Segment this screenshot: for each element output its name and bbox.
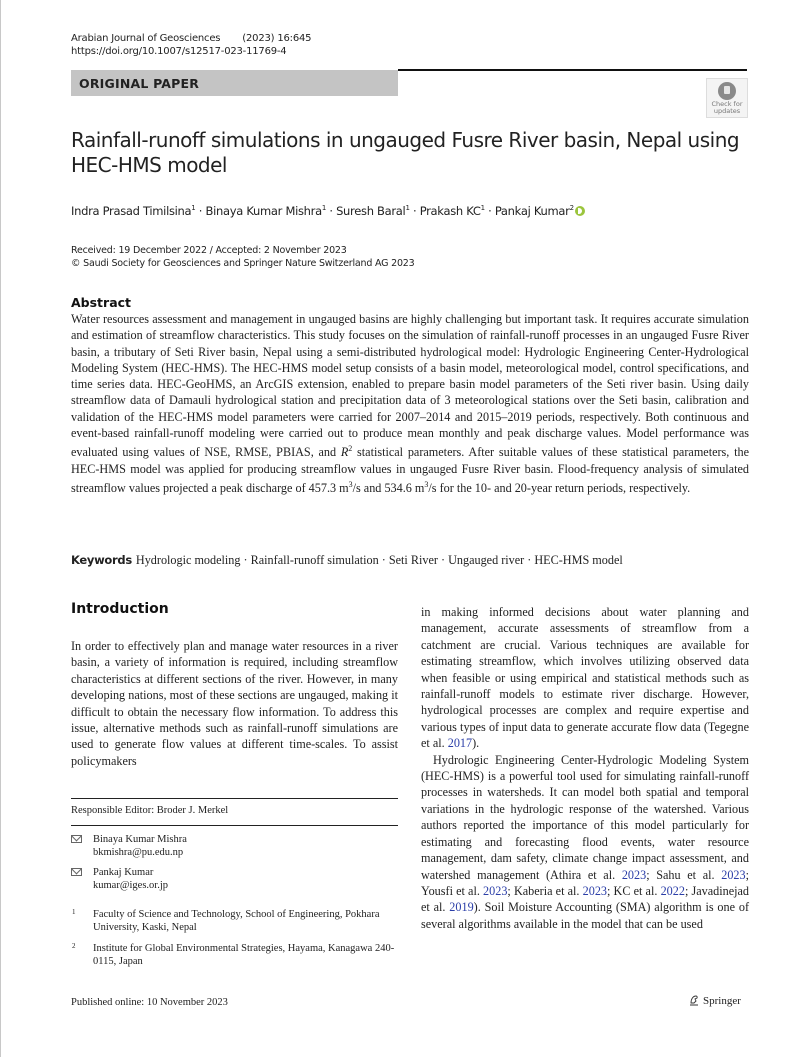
crossmark-label-1: Check for xyxy=(711,100,743,108)
journal-citation xyxy=(71,33,311,44)
introduction-column-2 xyxy=(421,604,749,932)
keywords xyxy=(71,553,623,568)
citation-link[interactable]: 2023 xyxy=(582,883,607,898)
author-list xyxy=(71,204,585,218)
paper-title: Rainfall-runoff simulations in ungauged Fusre River basin, Nepal using HEC-HMS model xyxy=(71,128,740,177)
responsible-editor: Responsible Editor: Broder J. Merkel xyxy=(71,805,229,816)
contact-email[interactable]: kumar@iges.or.jp xyxy=(93,880,168,891)
springer-horse-icon xyxy=(689,994,699,1006)
author[interactable]: Prakash $KC^1$ xyxy=(419,204,485,218)
orcid-icon[interactable] xyxy=(575,206,585,216)
affiliation-text: Institute for Global Environmental Strategies, Hayama, Kanagawa 240-0115, Japan xyxy=(93,943,395,967)
footnote-rule xyxy=(71,798,398,799)
keywords-list: Hydrologic modeling · Rainfall-runoff simulation · Seti River · Ungauged river · HEC-HMS model xyxy=(135,553,623,567)
article-type-band xyxy=(71,70,398,96)
author[interactable]: Binaya Kumar Mishra$^1$ xyxy=(205,204,326,218)
affiliation-text: Faculty of Science and Technology, School of Engineering, Pokhara University, Kaski, Nepal xyxy=(93,909,380,933)
affiliation-number: 1 xyxy=(72,908,76,916)
corresponding-author xyxy=(71,866,168,892)
publisher-name: Springer xyxy=(703,995,741,1007)
introduction-column-1: In order to effectively plan and manage water resources in a river basin, a variety of information is required, including streamflow characteristics at different sections of the river. However, in many developing nations, most of these sections are ungauged, making it difficult to obtain the necessary flow information. To address this issue, alternative methods such as rainfall-runoff simulations are used to generate flow values at different time-scales. To assist policymakers xyxy=(71,639,398,768)
crossmark-icon xyxy=(718,82,736,100)
author[interactable]: Pankaj Kumar$^2$ xyxy=(494,204,574,218)
contact-name: Binaya Kumar Mishra xyxy=(93,834,187,845)
copyright-notice: © Saudi Society for Geosciences and Springer Nature Switzerland AG 2023 xyxy=(71,258,415,269)
author[interactable]: Indra Prasad Timilsina$^1$ xyxy=(71,204,196,218)
paragraph: Hydrologic Engineering Center-Hydrologic Modeling System (HEC-HMS) is a powerful tool used for simulating rainfall-runoff processes in watersheds. It can model both spatial and temporal variations in the hydrologic response of the watershed. Various authors reported the importance of this model particularly for estimating and forecasting flood events, water resource management, dam safety, climate change impact assessment, and watershed management (Athira et al. 2023; Sahu et al. 2023; Yousfi et al. 2023; Kaberia et al. 2023; KC et al. 2022; Javadinejad et al. 2019). Soil Moisture Accounting (SMA) algorithm is one of several algorithms available in the model that can be used xyxy=(421,752,750,931)
paragraph: in making informed decisions about water planning and management, accurate assessments of streamflow from a catchment are crucial. Various techniques are available for estimating streamflow, which involves utilizing observed data when feasible or using empirical and statistical methods such as rainfall-runoff models to estimate river discharge. However, hydrological processes are complex and require expertise and various types of input data to generate accurate flow data (Tegegne et al. 2017). xyxy=(421,605,749,751)
citation-link[interactable]: 2019 xyxy=(449,900,474,915)
footnote-rule xyxy=(71,825,398,826)
header-rule xyxy=(398,69,747,71)
crossmark-label-2: updates xyxy=(713,107,741,115)
separator: · xyxy=(195,204,206,218)
journal-name: Arabian Journal of Geosciences xyxy=(71,33,221,44)
affiliation xyxy=(71,908,401,934)
citation-link[interactable]: 2023 xyxy=(621,867,647,882)
corresponding-author xyxy=(71,833,187,859)
publisher-logo xyxy=(689,994,741,1007)
affiliation-number: 2 xyxy=(72,942,76,950)
keywords-heading: Keywords xyxy=(71,553,132,567)
article-type: ORIGINAL PAPER xyxy=(79,76,200,91)
citation-link[interactable]: 2023 xyxy=(721,867,746,882)
citation-link[interactable]: 2017 xyxy=(447,736,473,751)
separator: · xyxy=(409,204,420,218)
abstract-text: Water resources assessment and management in ungauged basins are highly challenging but important task. It requires accurate simulation and estimation of streamflow characteristics. This study focuses on the simulation of rainfall-runoff processes in an ungauged Fusre River basin, a tributary of Seti River basin, Nepal using a semi-distributed hydrological model: Hydrologic Engineering Center-Hydrological Modeling System (HEC-HMS). The HEC-HMS model setup consists of a basin model, meteorological model, control specifications, and time series data. HEC-GeoHMS, an ArcGIS extension, enabled to prepare basin model parameters of the Seti river basin. Using daily streamflow data of Damauli hydrological station and precipitation data of 3 meteorological stations over the Seti basin, calibration and validation of the HEC-HMS model parameters were carried for 2007–2014 and 2015–2019 periods, respectively. Both continuous and event-based rainfall-runoff modeling were carried out to produce mean monthly and peak discharge values. Model performance was evaluated using values of NSE, RMSE, PBIAS, and $R^2$ statistical parameters. After suitable values of these statistical parameters, the HEC-HMS model was applied for producing streamflow values in ungauged Fusre River basin. Flood-frequency analysis of simulated streamflow values projected a peak discharge of 457.3 $m^3/s$ and 534.6 $m^3/s$ for the 10- and 20-year return periods, respectively. xyxy=(71,312,749,496)
check-for-updates-button[interactable] xyxy=(706,78,748,118)
published-online-date: Published online: 10 November 2023 xyxy=(71,997,228,1008)
introduction-heading: Introduction xyxy=(71,601,169,617)
journal-volume: (2023) 16:645 xyxy=(242,33,312,44)
abstract-heading: Abstract xyxy=(71,295,132,310)
author[interactable]: Suresh Baral$^1$ xyxy=(336,204,410,218)
contact-name: Pankaj Kumar xyxy=(93,867,154,878)
received-accepted-dates: Received: 19 December 2022 / Accepted: 2 November 2023 xyxy=(71,245,347,256)
citation-link[interactable]: 2023 xyxy=(483,883,508,898)
citation-link[interactable]: 2022 xyxy=(660,883,685,898)
affiliation xyxy=(71,942,401,968)
contact-email[interactable]: bkmishra@pu.edu.np xyxy=(93,847,184,858)
separator: · xyxy=(325,204,337,218)
envelope-icon xyxy=(71,868,82,876)
separator: · xyxy=(484,204,495,218)
envelope-icon xyxy=(71,835,82,843)
doi-link[interactable]: https://doi.org/10.1007/s12517-023-11769-4 xyxy=(71,46,287,57)
